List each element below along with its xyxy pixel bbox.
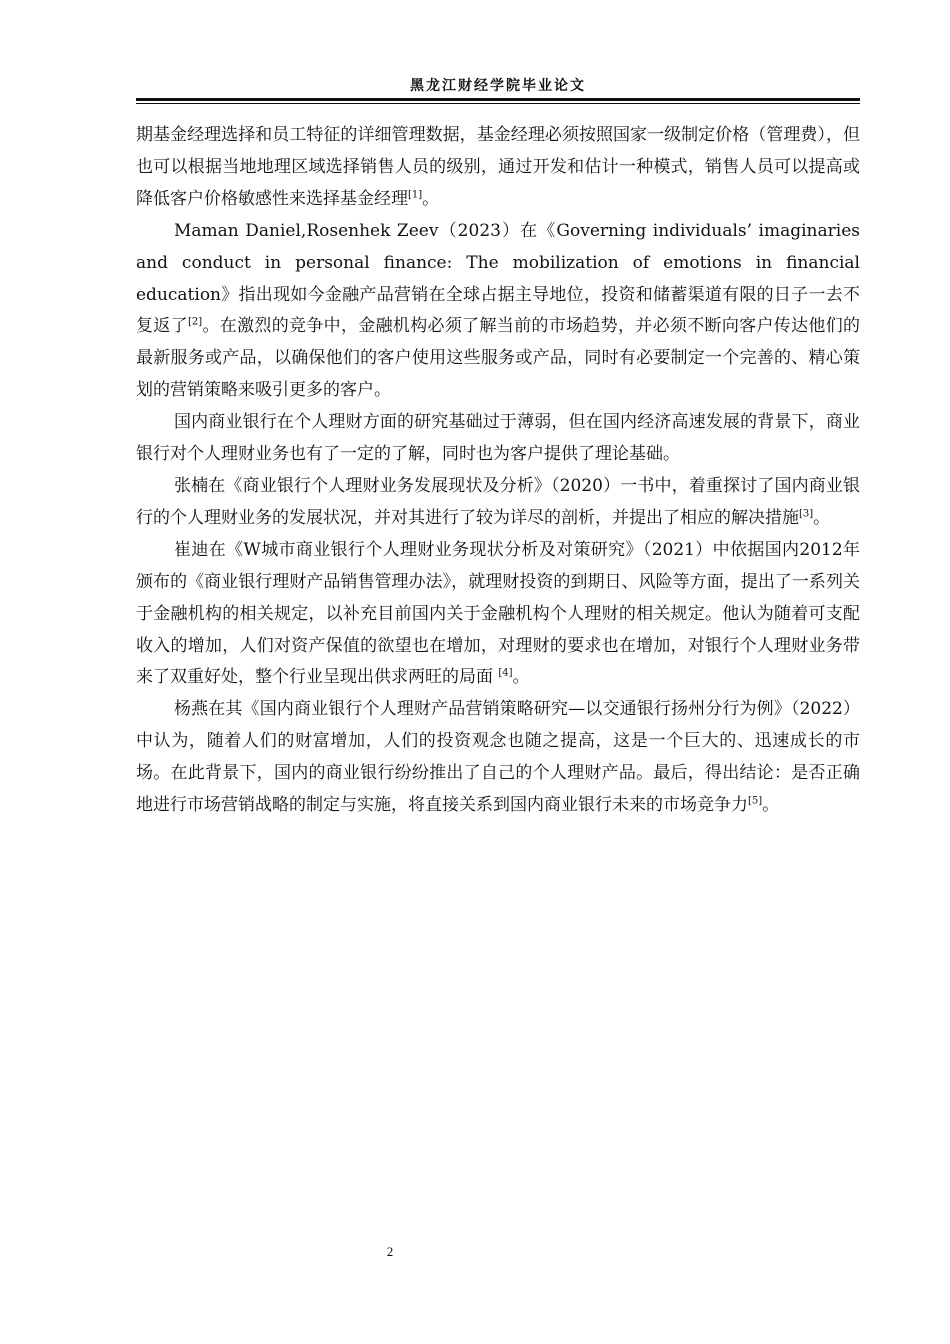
citation-marker: [1]: [408, 189, 423, 201]
paragraph-yang-yan: [136, 694, 860, 822]
paragraph-text: 杨燕在其《国内商业银行个人理财产品营销策略研究—以交通银行扬州分行为例》（2022）中认为，随着人们的财富增加，人们的投资观念也随之提高，这是一个巨大的、迅速成长的市场。在此背景下，国内的商业银行纷纷推出了自己的个人理财产品。最后，得出结论：是否正确地进行市场营销战略的制定与实施，将直接关系到国内商业银行未来的市场竞争力: [136, 699, 860, 816]
paragraph-text: 国内商业银行在个人理财方面的研究基础过于薄弱，但在国内经济高速发展的背景下，商业银行对个人理财业务也有了一定的了解，同时也为客户提供了理论基础。: [136, 412, 860, 465]
header-rule-thick: [136, 98, 860, 101]
page-header-title: 黑龙江财经学院毕业论文: [410, 78, 586, 94]
page-number: 2: [386, 1244, 394, 1259]
paragraph-tail: 。: [422, 188, 440, 209]
paragraph-maman-daniel: [136, 216, 860, 407]
paragraph-tail: 。在激烈的竞争中，金融机构必须了解当前的市场趋势，并必须不断向客户传达他们的最新服务或产品，以确保他们的客户使用这些服务或产品，同时有必要制定一个完善的、精心策划的营销策略来吸引更多的客户。: [136, 316, 861, 401]
citation-marker: [5]: [748, 795, 763, 807]
paragraph-domestic-research: [136, 407, 860, 471]
paragraph-zhang-nan: [136, 471, 860, 535]
paragraph-cui-di: [136, 535, 860, 695]
paragraph-text: Maman Daniel,Rosenhek Zeev（2023）在《Governing individuals’ imaginaries and conduct in personal finance: The mobilization of emotions in financial education》指出现如今金融产品营销在全球占据主导地位，投资和储蓄渠道有限的日子一去不复返了: [136, 220, 860, 337]
citation-marker: [4]: [498, 667, 513, 679]
paragraph-text: 崔迪在《W城市商业银行个人理财业务现状分析及对策研究》（2021）中依据国内2012年颁布的《商业银行理财产品销售管理办法》，就理财投资的到期日、风险等方面，提出了一系列关于金融机构的相关规定，以补充目前国内关于金融机构个人理财的相关规定。他认为随着可支配收入的增加，人们对资产保值的欲望也在增加，对理财的要求也在增加，对银行个人理财业务带来了双重好处，整个行业呈现出供求两旺的局面: [136, 539, 860, 688]
header-rule-thin: [136, 103, 860, 104]
citation-marker: [2]: [187, 316, 203, 328]
paragraph-tail: 。: [762, 795, 780, 816]
paragraph-tail: 。: [512, 667, 530, 688]
paragraph-text: 张楠在《商业银行个人理财业务发展现状及分析》（2020）一书中，着重探讨了国内商业银行的个人理财业务的发展状况，并对其进行了较为详尽的剖析，并提出了相应的解决措施: [136, 475, 860, 528]
body-content: [136, 120, 860, 822]
citation-marker: [3]: [799, 508, 814, 520]
paragraph-continuation: [136, 120, 860, 216]
paragraph-text: 期基金经理选择和员工特征的详细管理数据，基金经理必须按照国家一级制定价格（管理费），但也可以根据当地地理区域选择销售人员的级别，通过开发和估计一种模式，销售人员可以提高或降低客户价格敏感性来选择基金经理: [136, 125, 860, 209]
paragraph-tail: 。: [813, 507, 831, 528]
